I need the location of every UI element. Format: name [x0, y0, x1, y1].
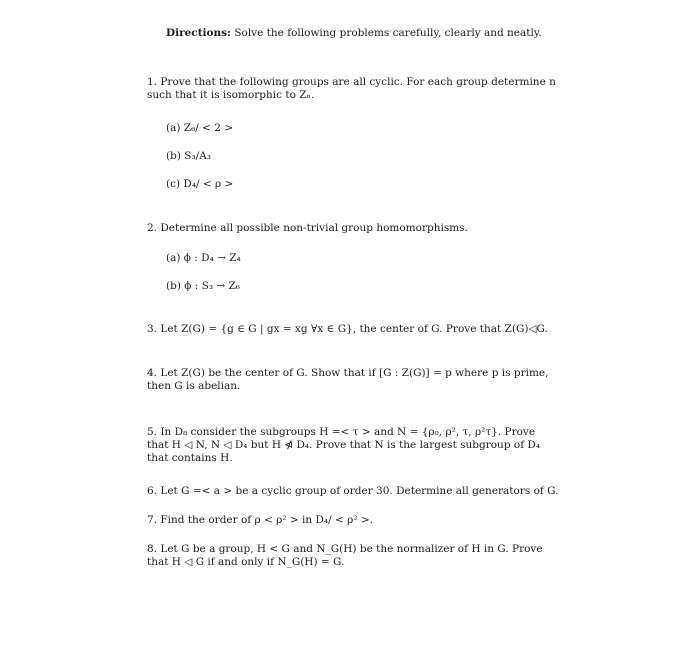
directions-text: Solve the following problems carefully, clearly and neatly.: [234, 27, 542, 39]
problem-1-part-c: (c) D₄/ < ρ >: [166, 178, 234, 190]
directions-heading: Directions:: [166, 27, 231, 39]
problem-7-line-1: 7. Find the order of ρ < ρ² > in D₄/ < ρ² >.: [147, 514, 373, 526]
problem-3: [147, 323, 567, 336]
problem-7: [147, 514, 567, 527]
problem-5-line-1: 5. In D₈ consider the subgroups H =< τ > and N = {ρ₀, ρ², τ, ρ²τ}. Prove: [147, 426, 536, 438]
problem-2-line-1: 2. Determine all possible non-trivial group homomorphisms.: [147, 222, 468, 234]
problem-5-line-3: that contains H.: [147, 452, 233, 464]
problem-8-line-2: that H ◁ G if and only if N_G(H) = G.: [147, 556, 345, 568]
problem-1-part-b: (b) S₃/A₃: [166, 150, 211, 162]
problem-8: [147, 543, 567, 569]
problem-1-part-a: (a) Z₆/ < 2 >: [166, 122, 234, 134]
problem-1-line-2: such that it is isomorphic to Zₙ.: [147, 89, 315, 101]
problem-2-part-b: (b) ϕ : S₃ → Z₆: [166, 280, 241, 292]
directions: [166, 27, 542, 40]
problem-2: [147, 222, 567, 235]
problem-2-part-a: (a) ϕ : D₄ → Z₄: [166, 252, 241, 264]
problem-4: [147, 367, 567, 393]
problem-5: [147, 426, 567, 465]
problem-3-line-1: 3. Let Z(G) = {g ∈ G | gx = xg ∀x ∈ G}, the center of G. Prove that Z(G)◁G.: [147, 323, 548, 335]
problem-6: [147, 485, 567, 498]
problem-5-line-2: that H ◁ N, N ◁ D₄ but H ⋪ D₄. Prove that N is the largest subgroup of D₄: [147, 439, 541, 451]
problem-1-line-1: 1. Prove that the following groups are all cyclic. For each group determine n: [147, 76, 556, 88]
problem-6-line-1: 6. Let G =< a > be a cyclic group of order 30. Determine all generators of G.: [147, 485, 559, 497]
problem-4-line-2: then G is abelian.: [147, 380, 241, 392]
problem-4-line-1: 4. Let Z(G) be the center of G. Show that if [G : Z(G)] = p where p is prime,: [147, 367, 549, 379]
problem-8-line-1: 8. Let G be a group, H < G and N_G(H) be the normalizer of H in G. Prove: [147, 543, 543, 555]
problem-1: [147, 76, 567, 102]
